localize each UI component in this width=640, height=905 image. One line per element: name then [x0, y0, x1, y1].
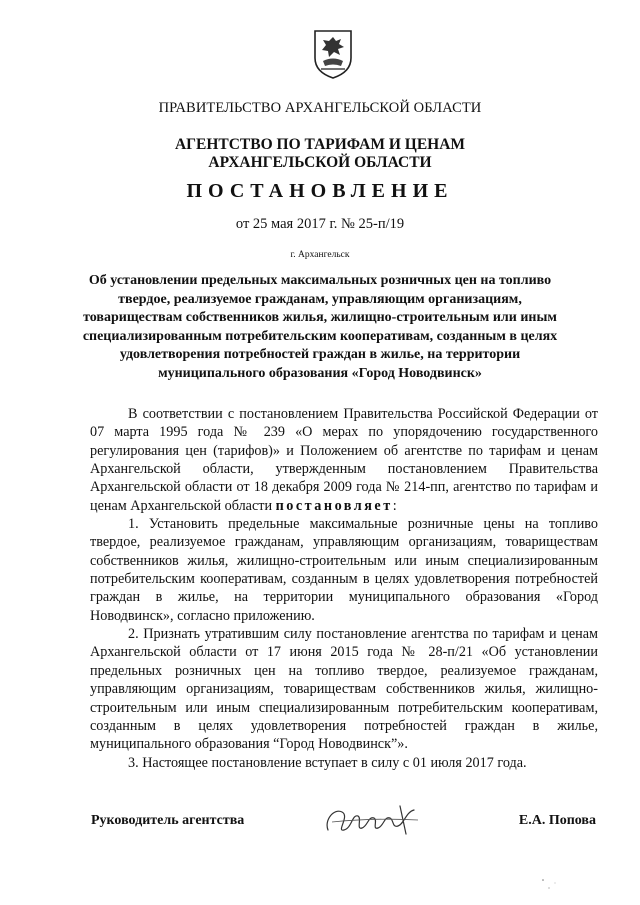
item-2: 2. Признать утратившим силу постановление агентства по тарифам и ценам Архангельской области от 17 июня 2015 года № 28-п/21 «Об установлении предельных розничных цен на топливо твердое, реализуемое гражданам, управляющим организациям, товариществам собственников жилья, жилищно-строительным или иным специализированным потребительским кооперативам, созданным в целях удовлетворения потребностей граждан в жилье, муниципального образования “Город Новодвинск”». — [90, 626, 598, 753]
preamble-text: В соответствии с постановлением Правительства Российской Федерации от 07 марта 1995 года № 239 «О мерах по упорядочению государственного регулирования цен (тарифов)» и Положением об агентстве по тарифам и ценам Архангельской области, утвержденным постановлением Правительства Архангельской области от 18 декабря 2009 года № 214-пп, агентство по тарифам и ценам Архангельской области — [90, 406, 598, 514]
handwritten-signature — [322, 802, 424, 838]
document-type: ПОСТАНОВЛЕНИЕ — [186, 180, 454, 202]
document-body — [90, 405, 598, 772]
item-1: 1. Установить предельные максимальные розничные цены на топливо твердое, реализуемое гражданам, управляющим организациям, товариществам собственников жилья, жилищно-строительным или иным специализированным потребительским кооперативам, созданным в целях удовлетворения потребностей граждан в жилье, на территории муниципального образования «Город Новодвинск», согласно приложению. — [90, 516, 598, 624]
coat-of-arms-icon — [311, 28, 355, 80]
agency-line-2: АРХАНГЕЛЬСКОЙ ОБЛАСТИ — [208, 154, 432, 171]
item-3: 3. Настоящее постановление вступает в силу с 01 июля 2017 года. — [128, 754, 527, 771]
decree-colon: : — [392, 497, 397, 514]
signatory-name: Е.А. Попова — [518, 813, 596, 828]
scan-specks — [540, 876, 560, 896]
document-subject: Об установлении предельных максимальных розничных цен на топливо твердое, реализуемое гражданам, управляющим организациям, товариществам собственников жилья, жилищно-строительным или иным специализированным потребительским кооперативам, созданным в целях удовлетворения потребностей граждан в жилье, на территории муниципального образования «Город Новодвинск» — [82, 273, 558, 381]
agency-name — [0, 136, 640, 172]
government-name: ПРАВИТЕЛЬСТВО АРХАНГЕЛЬСКОЙ ОБЛАСТИ — [158, 100, 482, 116]
agency-line-1: АГЕНТСТВО ПО ТАРИФАМ И ЦЕНАМ — [174, 136, 466, 153]
preamble-paragraph — [90, 405, 598, 515]
city: г. Архангельск — [290, 250, 350, 260]
decree-word: постановляет — [275, 497, 393, 514]
date-number: от 25 мая 2017 г. № 25-п/19 — [235, 216, 405, 232]
signatory-title: Руководитель агентства — [91, 813, 245, 828]
